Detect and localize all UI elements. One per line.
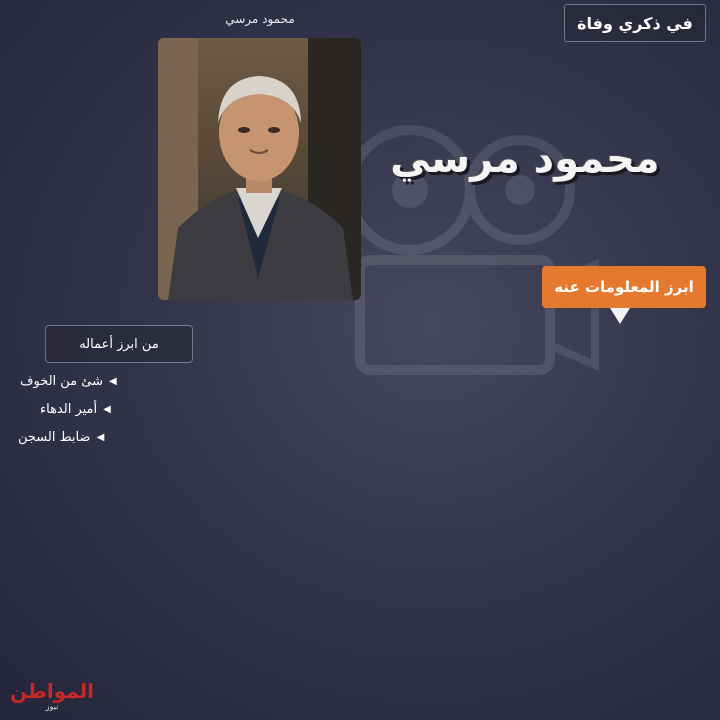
work-item-label: ضابط السجن	[18, 430, 91, 445]
works-title: من ابرز أعماله	[45, 325, 193, 363]
work-item-label: شئ من الخوف	[20, 374, 104, 389]
logo-name: المواطن	[9, 679, 94, 703]
triangle-left-icon: ◀	[96, 432, 105, 443]
work-item-label: أمير الدهاء	[40, 402, 98, 417]
site-logo	[10, 680, 94, 714]
portrait-illustration	[158, 38, 361, 300]
work-item	[18, 430, 104, 445]
info-section-header: ابرز المعلومات عنه	[542, 266, 706, 308]
work-item	[20, 374, 117, 389]
logo-subtitle: نيوز	[45, 702, 59, 711]
work-item	[40, 402, 111, 417]
triangle-left-icon: ◀	[103, 404, 111, 415]
photo-caption: محمود مرسي	[225, 12, 295, 26]
triangle-left-icon: ◀	[109, 376, 117, 387]
anniversary-tag: في ذكري وفاة	[564, 4, 706, 42]
portrait-photo	[158, 38, 361, 300]
artist-name-title: محمود مرسي	[390, 136, 660, 182]
info-pointer-icon	[610, 308, 630, 324]
